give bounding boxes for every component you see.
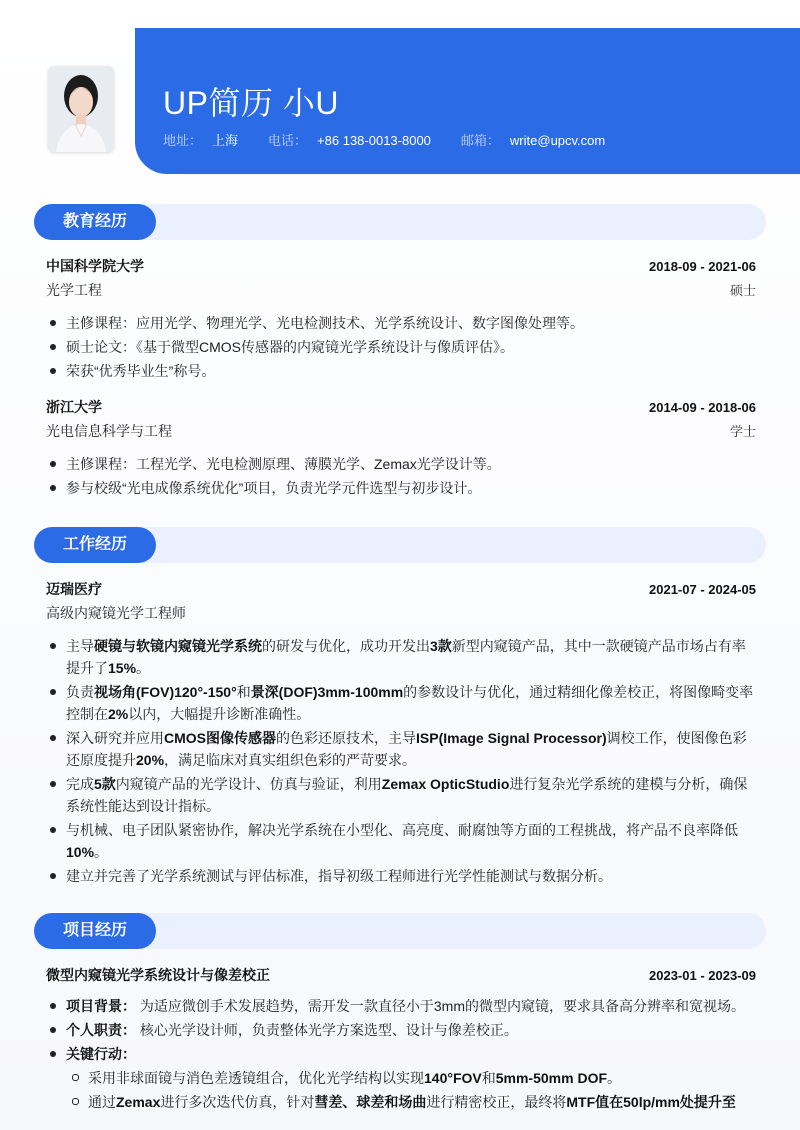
- job-position: 高级内窥镜光学工程师: [46, 605, 186, 621]
- list-item: 个人职责： 核心光学设计师，负责整体光学方案选型、设计与像差校正。: [46, 1019, 756, 1041]
- bullet-list: [46, 635, 756, 887]
- sub-bullet-list: [68, 1067, 756, 1113]
- bullet-list: [46, 312, 756, 382]
- section-header-bar: [34, 527, 766, 563]
- list-item: 荣获“优秀毕业生”称号。: [46, 360, 756, 382]
- list-item: 主导硬镜与软镜内窥镜光学系统的研发与优化，成功开发出3款新型内窥镜产品，其中一款硬镜产品市场占有率提升了15%。: [46, 635, 756, 679]
- list-item: 通过Zemax进行多次迭代仿真，针对彗差、球差和场曲进行精密校正，最终将MTF值在50lp/mm处提升至: [68, 1091, 756, 1113]
- section-title: 项目经历: [34, 913, 156, 949]
- school-name: 浙江大学: [46, 399, 102, 415]
- phone-value: +86 138-0013-8000: [317, 133, 431, 148]
- avatar: [48, 66, 114, 152]
- major: 光学工程: [46, 282, 102, 298]
- candidate-name: UP简历 小U: [163, 85, 339, 121]
- date-range: 2021-07 - 2024-05: [649, 582, 756, 597]
- list-item: 完成5款内窥镜产品的光学设计、仿真与验证，利用Zemax OpticStudio进行复杂光学系统的建模与分析，确保系统性能达到设计指标。: [46, 773, 756, 817]
- bullet-list: [46, 453, 756, 499]
- date-range: 2023-01 - 2023-09: [649, 968, 756, 983]
- project-name: 微型内窥镜光学系统设计与像差校正: [46, 967, 270, 983]
- work-section: [34, 527, 766, 563]
- education-entry: [46, 397, 756, 501]
- address-value: 上海: [212, 133, 239, 148]
- list-item: 参与校级“光电成像系统优化”项目，负责光学元件选型与初步设计。: [46, 477, 756, 499]
- date-range: 2018-09 - 2021-06: [649, 259, 756, 274]
- list-item: 硕士论文：《基于微型CMOS传感器的内窥镜光学系统设计与像质评估》。: [46, 336, 756, 358]
- major: 光电信息科学与工程: [46, 423, 172, 439]
- project-section: [34, 913, 766, 949]
- list-item: 与机械、电子团队紧密协作，解决光学系统在小型化、高亮度、耐腐蚀等方面的工程挑战，将产品不良率降低10%。: [46, 819, 756, 863]
- project-entry: [46, 965, 756, 1115]
- degree: 硕士: [729, 283, 756, 298]
- section-title: 教育经历: [34, 204, 156, 240]
- bullet-list: [46, 995, 756, 1065]
- list-item: 负责视场角(FOV)120°-150°和景深(DOF)3mm-100mm的参数设计与优化，通过精细化像差校正，将图像畸变率控制在2%以内，大幅提升诊断准确性。: [46, 681, 756, 725]
- list-item: 采用非球面镜与消色差透镜组合，优化光学结构以实现140°FOV和5mm-50mm DOF。: [68, 1067, 756, 1089]
- list-item: 关键行动：: [46, 1043, 756, 1065]
- contact-info: [163, 130, 605, 149]
- date-range: 2014-09 - 2018-06: [649, 400, 756, 415]
- work-entry: [46, 579, 756, 889]
- list-item: 建立并完善了光学系统测试与评估标准，指导初级工程师进行光学性能测试与数据分析。: [46, 865, 756, 887]
- company-name: 迈瑞医疗: [46, 581, 102, 597]
- address-label: 地址：: [163, 133, 203, 148]
- email-label: 邮箱：: [460, 133, 500, 148]
- list-item: 主修课程：应用光学、物理光学、光电检测技术、光学系统设计、数字图像处理等。: [46, 312, 756, 334]
- degree: 学士: [729, 424, 756, 439]
- education-entry: [46, 256, 756, 384]
- section-header-bar: [34, 913, 766, 949]
- school-name: 中国科学院大学: [46, 258, 144, 274]
- section-header-bar: [34, 204, 766, 240]
- section-title: 工作经历: [34, 527, 156, 563]
- email-value[interactable]: write@upcv.com: [509, 133, 606, 148]
- list-item: 深入研究并应用CMOS图像传感器的色彩还原技术，主导ISP(Image Signal Processor)调校工作，使图像色彩还原度提升20%，满足临床对真实组织色彩的严苛要求。: [46, 727, 756, 771]
- list-item: 主修课程：工程光学、光电检测原理、薄膜光学、Zemax光学设计等。: [46, 453, 756, 475]
- education-section: [34, 204, 766, 240]
- list-item: 项目背景： 为适应微创手术发展趋势，需开发一款直径小于3mm的微型内窥镜，要求具备高分辨率和宽视场。: [46, 995, 756, 1017]
- phone-label: 电话：: [268, 133, 308, 148]
